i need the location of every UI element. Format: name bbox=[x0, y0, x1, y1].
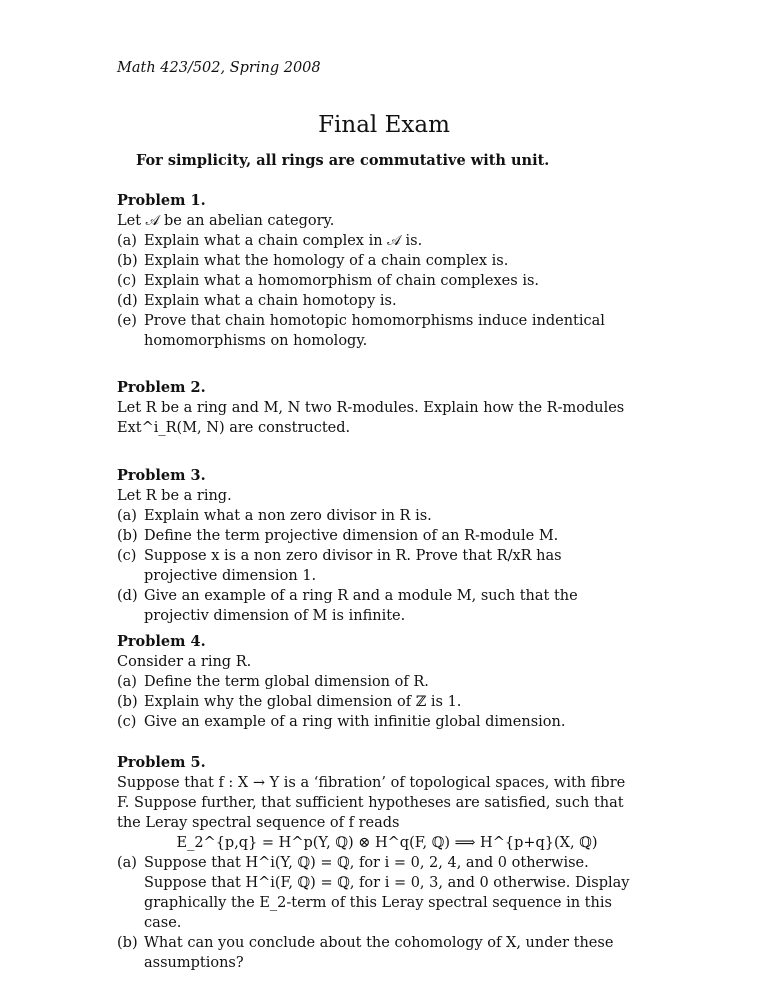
item-label: (b) bbox=[117, 935, 138, 951]
leray-formula: E_2^{p,q} = H^p(Y, ℚ) ⊗ H^q(F, ℚ) ⟹ H^{p+q}(X, ℚ) bbox=[176, 835, 598, 851]
list-item bbox=[117, 853, 637, 933]
list-item bbox=[117, 231, 637, 251]
item-text: Explain what a homomorphism of chain complexes is. bbox=[144, 273, 540, 289]
problem-intro: Consider a ring R. bbox=[117, 654, 252, 670]
item-text: What can you conclude about the cohomology of X, under these assumptions? bbox=[144, 935, 614, 971]
item-text: Prove that chain homotopic homomorphisms induce indentical homomorphisms on homology. bbox=[144, 313, 605, 349]
list-item bbox=[117, 526, 637, 546]
problem-items bbox=[117, 506, 637, 626]
item-label: (a) bbox=[117, 855, 137, 871]
list-item bbox=[117, 311, 637, 351]
problem-2 bbox=[117, 378, 637, 438]
problem-intro: Let R be a ring. bbox=[117, 488, 232, 504]
problem-intro: Let 𝒜 be an abelian category. bbox=[117, 213, 335, 229]
problem-heading: Problem 1. bbox=[117, 192, 206, 209]
item-text: Explain what a non zero divisor in R is. bbox=[144, 508, 432, 524]
item-label: (c) bbox=[117, 714, 137, 730]
course-line: Math 423/502, Spring 2008 bbox=[117, 60, 321, 76]
item-text: Suppose x is a non zero divisor in R. Prove that R/xR has projective dimension 1. bbox=[144, 548, 562, 584]
item-text: Explain what a chain homotopy is. bbox=[144, 293, 397, 309]
item-text: Suppose that H^i(Y, ℚ) = ℚ, for i = 0, 2, 4, and 0 otherwise. Suppose that H^i(F, ℚ) = ℚ, for i = 0, 3, and 0 otherwise. Display graphically the E_2-term of this Leray spectral sequence in this case. bbox=[144, 855, 630, 931]
exam-note: For simplicity, all rings are commutative with unit. bbox=[136, 152, 550, 169]
problem-intro: Suppose that f : X → Y is a ‘fibration’ of topological spaces, with fibre F. Suppose further, that sufficient hypotheses are satisfied, such that the Leray spectral sequence of f reads bbox=[117, 775, 626, 831]
item-label: (b) bbox=[117, 694, 138, 710]
page-title: Final Exam bbox=[318, 112, 450, 138]
problem-4 bbox=[117, 632, 637, 732]
item-label: (b) bbox=[117, 253, 138, 269]
item-text: Define the term projective dimension of an R-module M. bbox=[144, 528, 559, 544]
list-item bbox=[117, 546, 637, 586]
list-item bbox=[117, 692, 637, 712]
item-text: Give an example of a ring R and a module M, such that the projectiv dimension of M is infinite. bbox=[144, 588, 578, 624]
item-text: Define the term global dimension of R. bbox=[144, 674, 429, 690]
list-item bbox=[117, 712, 637, 732]
problem-heading: Problem 3. bbox=[117, 467, 206, 484]
list-item bbox=[117, 586, 637, 626]
item-label: (a) bbox=[117, 508, 137, 524]
item-label: (a) bbox=[117, 233, 137, 249]
problem-5 bbox=[117, 753, 637, 973]
problem-items bbox=[117, 231, 637, 351]
problem-3 bbox=[117, 466, 637, 626]
item-text: Explain what a chain complex in 𝒜 is. bbox=[144, 233, 423, 249]
list-item bbox=[117, 672, 637, 692]
list-item bbox=[117, 271, 637, 291]
problem-items bbox=[117, 853, 637, 973]
problem-heading: Problem 5. bbox=[117, 754, 206, 771]
list-item bbox=[117, 291, 637, 311]
problem-heading: Problem 2. bbox=[117, 379, 206, 396]
problem-1 bbox=[117, 191, 637, 351]
list-item bbox=[117, 251, 637, 271]
item-label: (a) bbox=[117, 674, 137, 690]
item-label: (c) bbox=[117, 548, 137, 564]
list-item bbox=[117, 933, 637, 973]
problem-heading: Problem 4. bbox=[117, 633, 206, 650]
item-label: (c) bbox=[117, 273, 137, 289]
item-label: (e) bbox=[117, 313, 137, 329]
item-text: Explain why the global dimension of ℤ is 1. bbox=[144, 694, 462, 710]
item-text: Explain what the homology of a chain complex is. bbox=[144, 253, 509, 269]
item-text: Give an example of a ring with infinitie global dimension. bbox=[144, 714, 566, 730]
problem-intro: Let R be a ring and M, N two R-modules. Explain how the R-modules Ext^i_R(M, N) are constructed. bbox=[117, 400, 625, 436]
problem-items bbox=[117, 672, 637, 732]
item-label: (d) bbox=[117, 293, 138, 309]
list-item bbox=[117, 506, 637, 526]
item-label: (d) bbox=[117, 588, 138, 604]
item-label: (b) bbox=[117, 528, 138, 544]
